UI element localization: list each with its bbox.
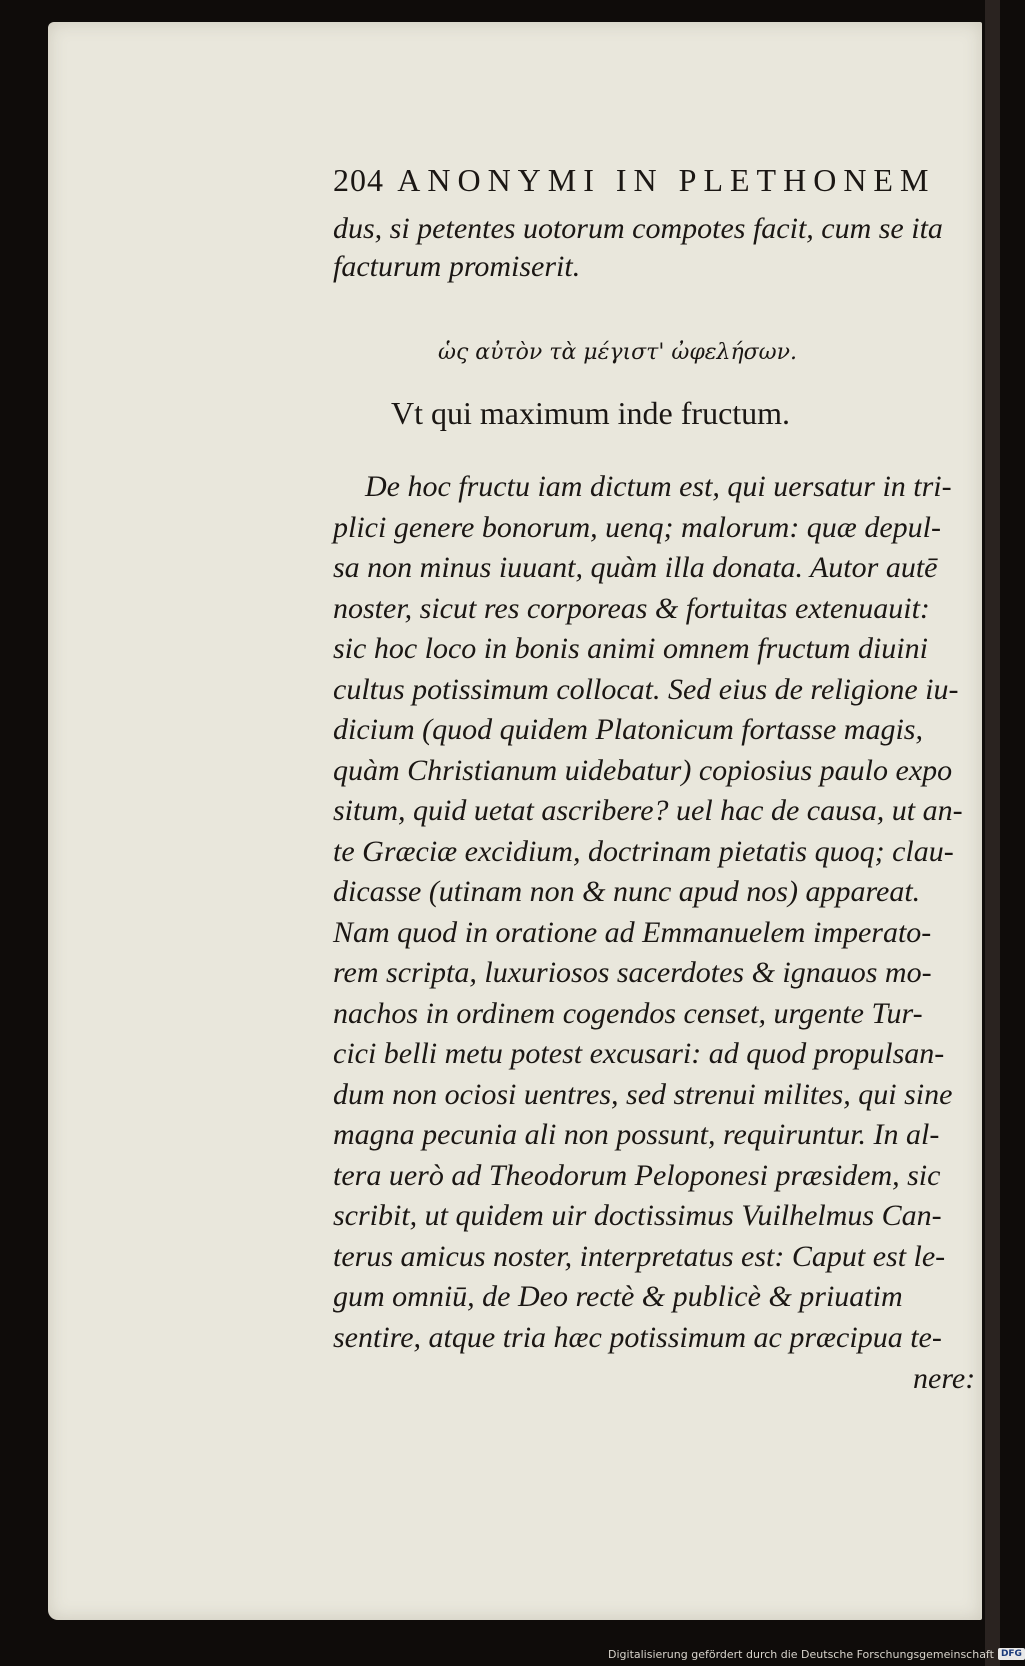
body-line: noster, sicut res corporeas & fortuitas extenuauit: [333, 592, 930, 625]
body-line: dum non ociosi uentres, sed strenui milites, qui sine [333, 1078, 953, 1111]
body-line: De hoc fructu iam dictum est, qui uersatur in tri- [365, 470, 952, 503]
body-line: situm, quid uetat ascribere? uel hac de causa, ut an- [333, 794, 963, 827]
body-line: cultus potissimum collocat. Sed eius de religione iu- [333, 673, 959, 706]
catchword: nere: [913, 1362, 976, 1395]
opening-line: facturum promiserit. [333, 250, 581, 283]
body-line: Nam quod in oratione ad Emmanuelem imperato- [333, 916, 932, 949]
digitization-credit [608, 1644, 1025, 1664]
credit-text: Digitalisierung gefördert durch die Deutsche Forschungsgemeinschaft [608, 1647, 994, 1661]
page-number: 204 [333, 162, 384, 198]
body-line: cici belli metu potest excusari: ad quod propulsan- [333, 1037, 945, 1070]
book-page [48, 22, 982, 1620]
body-line: magna pecunia ali non possunt, requiruntur. In al- [333, 1118, 940, 1151]
body-line: tera uerò ad Theodorum Peloponesi præsidem, sic [333, 1159, 941, 1192]
opening-line: dus, si petentes uotorum compotes facit, cum se ita [333, 212, 943, 245]
body-line: dicium (quod quidem Platonicum fortasse magis, [333, 713, 923, 746]
page-edge [985, 0, 1000, 1666]
body-line: quàm Christianum uidebatur) copiosius paulo expo [333, 754, 953, 787]
body-line: plici genere bonorum, uenq; malorum: quæ depul- [333, 511, 941, 544]
dfg-logo-icon: DFG [998, 1648, 1025, 1660]
running-title: ANONYMI IN PLETHONEM [397, 162, 936, 198]
body-line: dicasse (utinam non & nunc apud nos) appareat. [333, 875, 921, 908]
body-line: sa non minus iuuant, quàm illa donata. Autor autē [333, 551, 938, 584]
body-line: terus amicus noster, interpretatus est: Caput est le- [333, 1240, 946, 1273]
body-line: gum omniū, de Deo rectè & publicè & priuatim [333, 1280, 903, 1313]
greek-lemma: ὡς αὐτὸν τὰ μέγιστ' ὠφελήσων. [438, 340, 797, 365]
body-line: te Græciæ excidium, doctrinam pietatis quoq; clau- [333, 835, 954, 868]
latin-lemma: Vt qui maximum inde fructum. [391, 395, 791, 431]
body-line: scribit, ut quidem uir doctissimus Vuilhelmus Can- [333, 1199, 942, 1232]
body-line: nachos in ordinem cogendos censet, urgente Tur- [333, 997, 923, 1030]
body-line: sentire, atque tria hæc potissimum ac præcipua te- [333, 1321, 942, 1354]
body-line: sic hoc loco in bonis animi omnem fructum diuini [333, 632, 928, 665]
body-line: rem scripta, luxuriosos sacerdotes & ignauos mo- [333, 956, 932, 989]
running-head [333, 162, 978, 199]
